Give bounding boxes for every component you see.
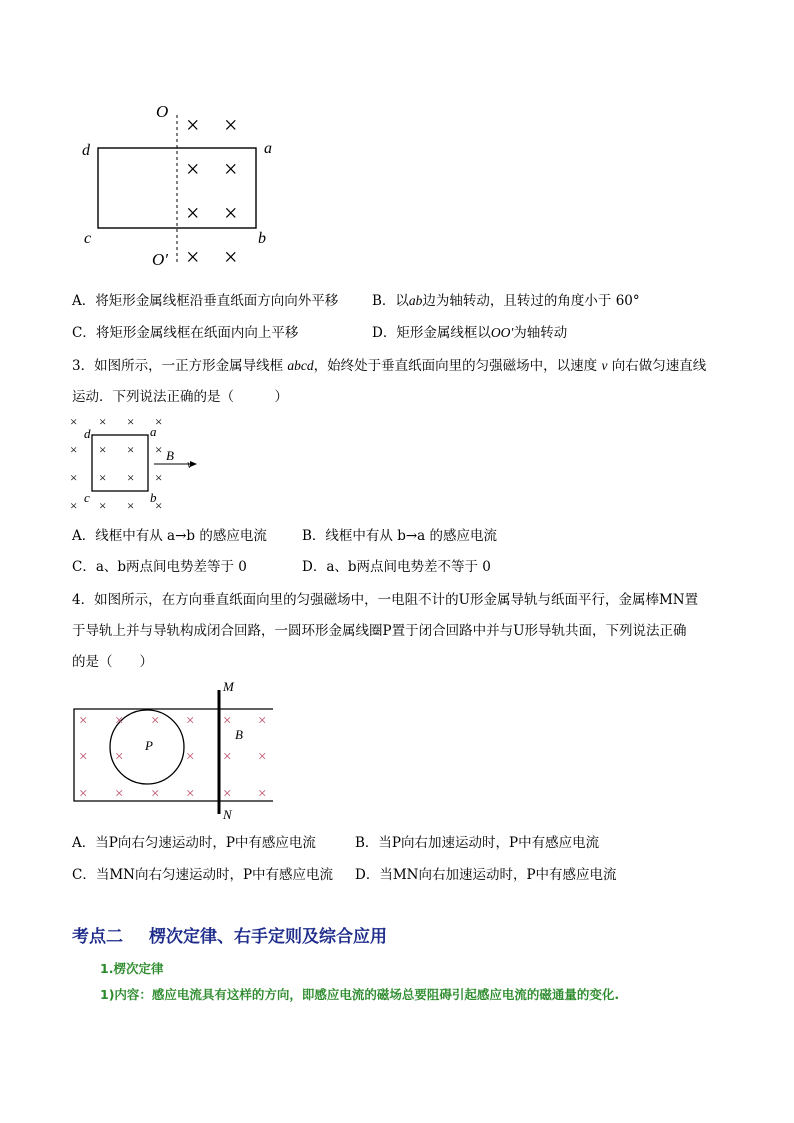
q3-option-b: B．线框中有从 b→a 的感应电流 [302,528,498,544]
q3-option-d: D．a、b两点间电势差不等于 0 [302,559,491,575]
svg-text:×: × [186,245,200,271]
svg-text:×: × [151,786,160,802]
q3-stem-line2: 运动．下列说法正确的是（ ） [72,389,288,405]
svg-text:×: × [186,201,200,227]
rail-label-M: M [223,679,234,694]
svg-text:×: × [155,414,163,429]
q3-option-c: C．a、b两点间电势差等于 0 [72,559,247,575]
svg-text:×: × [155,498,163,513]
svg-text:×: × [70,498,78,513]
svg-text:×: × [127,498,135,513]
q3-option-a: A．线框中有从 a→b 的感应电流 [72,528,267,544]
svg-text:×: × [224,201,238,227]
cross-marks [186,113,238,271]
svg-text:×: × [186,749,195,765]
figure-u-rail [68,676,283,821]
svg-text:×: × [186,157,200,183]
q4-option-d: D．当MN向右加速运动时，P中有感应电流 [355,867,617,883]
figure-square-frame [66,410,206,514]
svg-text:×: × [115,786,124,802]
sq-label-a: a [150,424,157,439]
svg-text:×: × [224,245,238,271]
svg-text:×: × [155,470,163,485]
lenz-heading: 1.楞次定律 [100,961,164,976]
svg-text:×: × [79,786,88,802]
rail-label-N: N [223,807,232,821]
figure-rect-frame [70,95,290,275]
svg-text:×: × [186,713,195,729]
q4-stem-line3: 的是（ ） [72,654,153,670]
q4-stem-line2: 于导轨上并与导轨构成闭合回路，一圆环形金属线圈P置于闭合回路中并与U形导轨共面，下列说法正确 [72,623,687,639]
q4-option-a: A．当P向右匀速运动时，P中有感应电流 [72,835,316,851]
sq-label-B: B [166,448,174,463]
lenz-content: 1)内容：感应电流具有这样的方向，即感应电流的磁场总要阻碍引起感应电流的磁通量的变化. [100,987,620,1002]
svg-text:×: × [258,713,267,729]
label-c: c [84,230,92,247]
sq-label-c: c [84,490,90,505]
svg-text:×: × [79,713,88,729]
svg-text:×: × [258,749,267,765]
svg-text:×: × [258,786,267,802]
q2-option-a: A．将矩形金属线框沿垂直纸面方向向外平移 [72,293,339,309]
rail-label-P: P [145,738,153,753]
label-b: b [258,230,266,247]
svg-text:×: × [223,749,232,765]
sq-label-d: d [84,426,91,441]
label-d: d [82,142,90,159]
svg-text:×: × [99,470,107,485]
q4-option-c: C．当MN向右匀速运动时，P中有感应电流 [72,867,334,883]
svg-text:×: × [223,713,232,729]
svg-text:×: × [115,749,124,765]
rail-label-B: B [235,727,243,742]
svg-text:×: × [224,157,238,183]
svg-text:×: × [127,442,135,457]
svg-text:×: × [99,442,107,457]
svg-text:×: × [186,113,200,139]
svg-text:×: × [223,786,232,802]
section-heading: 考点二 楞次定律、右手定则及综合应用 [72,927,387,947]
q2-option-d: D．矩形金属线框以OO′为轴转动 [372,325,568,341]
q2-option-c: C．将矩形金属线框在纸面内向上平移 [72,325,299,341]
q3-stem-line1: 3．如图所示，一正方形金属导线框 abcd，始终处于垂直纸面向里的匀强磁场中，以速度 v 向右做匀速直线 [72,358,707,374]
sq-label-b: b [150,490,157,505]
svg-text:×: × [99,498,107,513]
label-a: a [264,140,272,157]
svg-text:×: × [70,414,78,429]
label-O-prime: O′ [152,250,168,269]
svg-text:×: × [99,414,107,429]
sq-label-v: v [187,457,193,471]
svg-text:×: × [127,414,135,429]
q4-option-b: B．当P向右加速运动时，P中有感应电流 [355,835,600,851]
svg-text:×: × [70,442,78,457]
svg-text:×: × [79,749,88,765]
svg-text:×: × [224,113,238,139]
svg-text:×: × [70,470,78,485]
svg-text:×: × [151,713,160,729]
q4-stem-line1: 4．如图所示，在方向垂直纸面向里的匀强磁场中，一电阻不计的U形金属导轨与纸面平行，金属棒MN置 [72,592,699,608]
svg-text:×: × [127,470,135,485]
q2-option-b: B．以ab边为轴转动，且转过的角度小于 60° [372,293,640,309]
svg-text:×: × [115,713,124,729]
svg-text:×: × [186,786,195,802]
label-O: O [156,102,169,121]
svg-text:×: × [155,442,163,457]
